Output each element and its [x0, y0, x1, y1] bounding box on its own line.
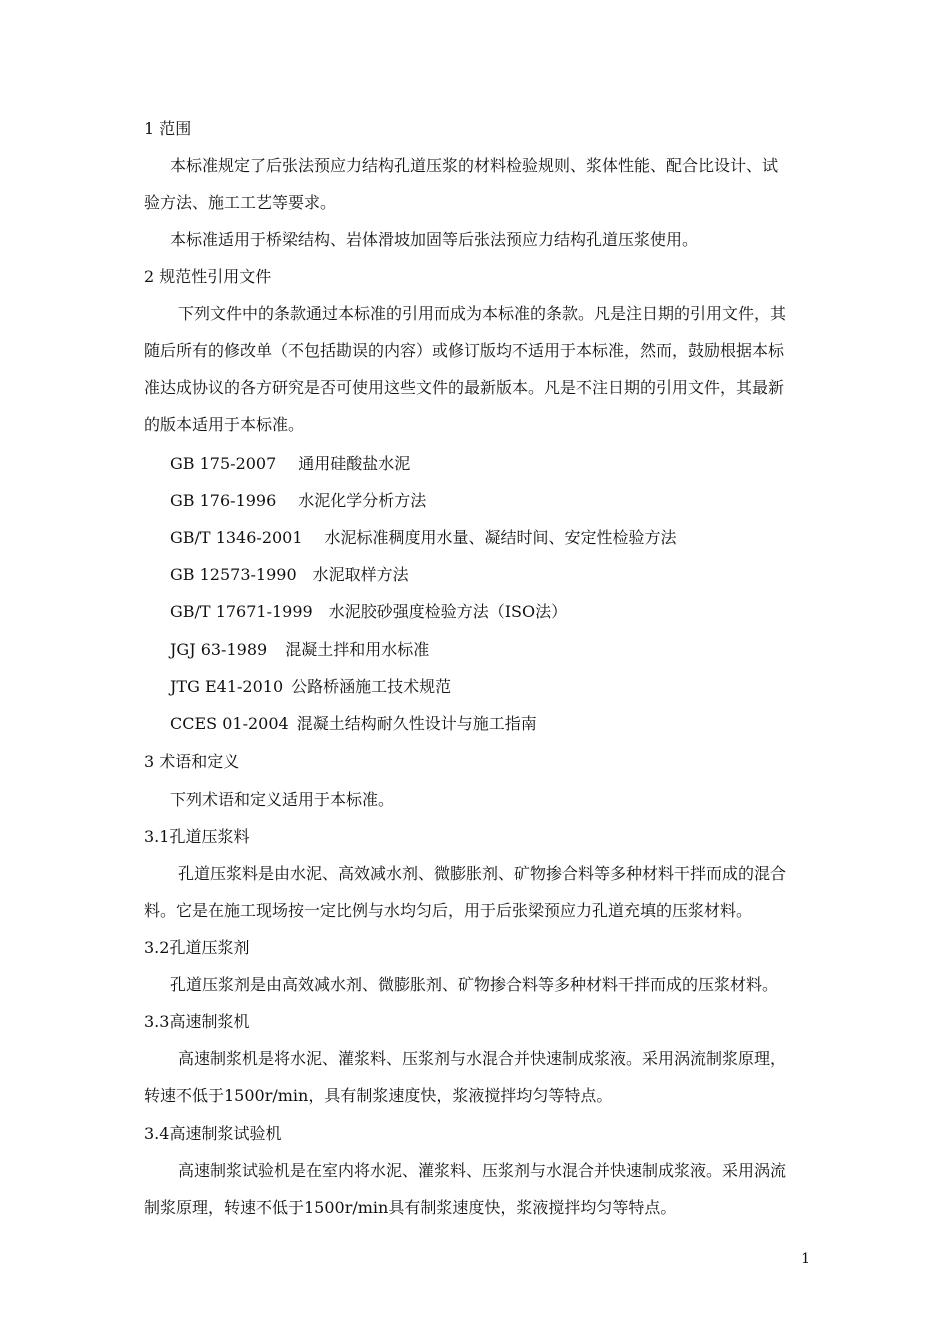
section-heading: 2 规范性引用文件 — [144, 267, 272, 286]
section-heading: 1 范围 — [144, 119, 192, 138]
reference-title: 水泥取样方法 — [312, 565, 409, 584]
reference-code: JGJ 63-1989 — [170, 640, 268, 659]
paragraph-line: 制浆原理，转速不低于1500r/min具有制浆速度快，浆液搅拌均匀等特点。 — [144, 1198, 677, 1217]
section-heading: 3.3高速制浆机 — [144, 1012, 250, 1031]
reference-title: 混凝土拌和用水标准 — [285, 640, 430, 659]
reference-title: 水泥胶砂强度检验方法（ISO法） — [328, 602, 568, 621]
reference-item — [0, 713, 950, 735]
section-heading: 3.4高速制浆试验机 — [144, 1124, 282, 1143]
reference-item — [0, 601, 950, 623]
reference-code: GB/T 17671-1999 — [170, 602, 313, 621]
section-heading: 3.2孔道压浆剂 — [144, 938, 250, 957]
paragraph-line: 验方法、施工工艺等要求。 — [144, 193, 337, 212]
reference-title: 公路桥涵施工技术规范 — [291, 677, 452, 696]
reference-code: GB 175-2007 — [170, 454, 277, 473]
reference-title: 水泥标准稠度用水量、凝结时间、安定性检验方法 — [324, 528, 677, 547]
paragraph-line: 本标准规定了后张法预应力结构孔道压浆的材料检验规则、浆体性能、配合比设计、试 — [170, 156, 779, 175]
paragraph-line: 下列术语和定义适用于本标准。 — [170, 790, 395, 809]
reference-title: 混凝土结构耐久性设计与施工指南 — [296, 714, 537, 733]
paragraph-line: 高速制浆机是将水泥、灌浆料、压浆剂与水混合并快速制成浆液。采用涡流制浆原理， — [178, 1049, 787, 1068]
reference-code: JTG E41-2010 — [170, 677, 284, 696]
paragraph-line: 本标准适用于桥梁结构、岩体滑坡加固等后张法预应力结构孔道压浆使用。 — [170, 230, 699, 249]
paragraph-line: 下列文件中的条款通过本标准的引用而成为本标准的条款。凡是注日期的引用文件，其 — [178, 304, 787, 323]
reference-item — [0, 453, 950, 475]
section-heading: 3.1孔道压浆料 — [144, 827, 250, 846]
paragraph-line: 孔道压浆料是由水泥、高效减水剂、微膨胀剂、矿物掺合料等多种材料干拌而成的混合 — [178, 864, 787, 883]
reference-title: 水泥化学分析方法 — [298, 491, 427, 510]
reference-item — [0, 676, 950, 698]
paragraph-line: 转速不低于1500r/min，具有制浆速度快，浆液搅拌均匀等特点。 — [144, 1086, 613, 1105]
reference-item — [0, 527, 950, 549]
paragraph-line: 准达成协议的各方研究是否可使用这些文件的最新版本。凡是不注日期的引用文件，其最新 — [144, 378, 785, 397]
paragraph-line: 随后所有的修改单（不包括勘误的内容）或修订版均不适用于本标准，然而，鼓励根据本标 — [144, 341, 785, 360]
reference-title: 通用硅酸盐水泥 — [298, 454, 411, 473]
reference-code: GB/T 1346-2001 — [170, 528, 303, 547]
paragraph-line: 料。它是在施工现场按一定比例与水均匀后，用于后张梁预应力孔道充填的压浆材料。 — [144, 901, 753, 920]
reference-code: GB 176-1996 — [170, 491, 277, 510]
paragraph-line: 的版本适用于本标准。 — [144, 415, 305, 434]
reference-code: GB 12573-1990 — [170, 565, 297, 584]
paragraph-line: 高速制浆试验机是在室内将水泥、灌浆料、压浆剂与水混合并快速制成浆液。采用涡流 — [178, 1161, 787, 1180]
reference-item — [0, 564, 950, 586]
paragraph-line: 孔道压浆剂是由高效减水剂、微膨胀剂、矿物掺合料等多种材料干拌而成的压浆材料。 — [170, 975, 779, 994]
section-heading: 3 术语和定义 — [144, 752, 240, 771]
reference-code: CCES 01-2004 — [170, 714, 289, 733]
reference-item — [0, 490, 950, 512]
reference-item — [0, 639, 950, 661]
page-number: 1 — [801, 1251, 810, 1267]
